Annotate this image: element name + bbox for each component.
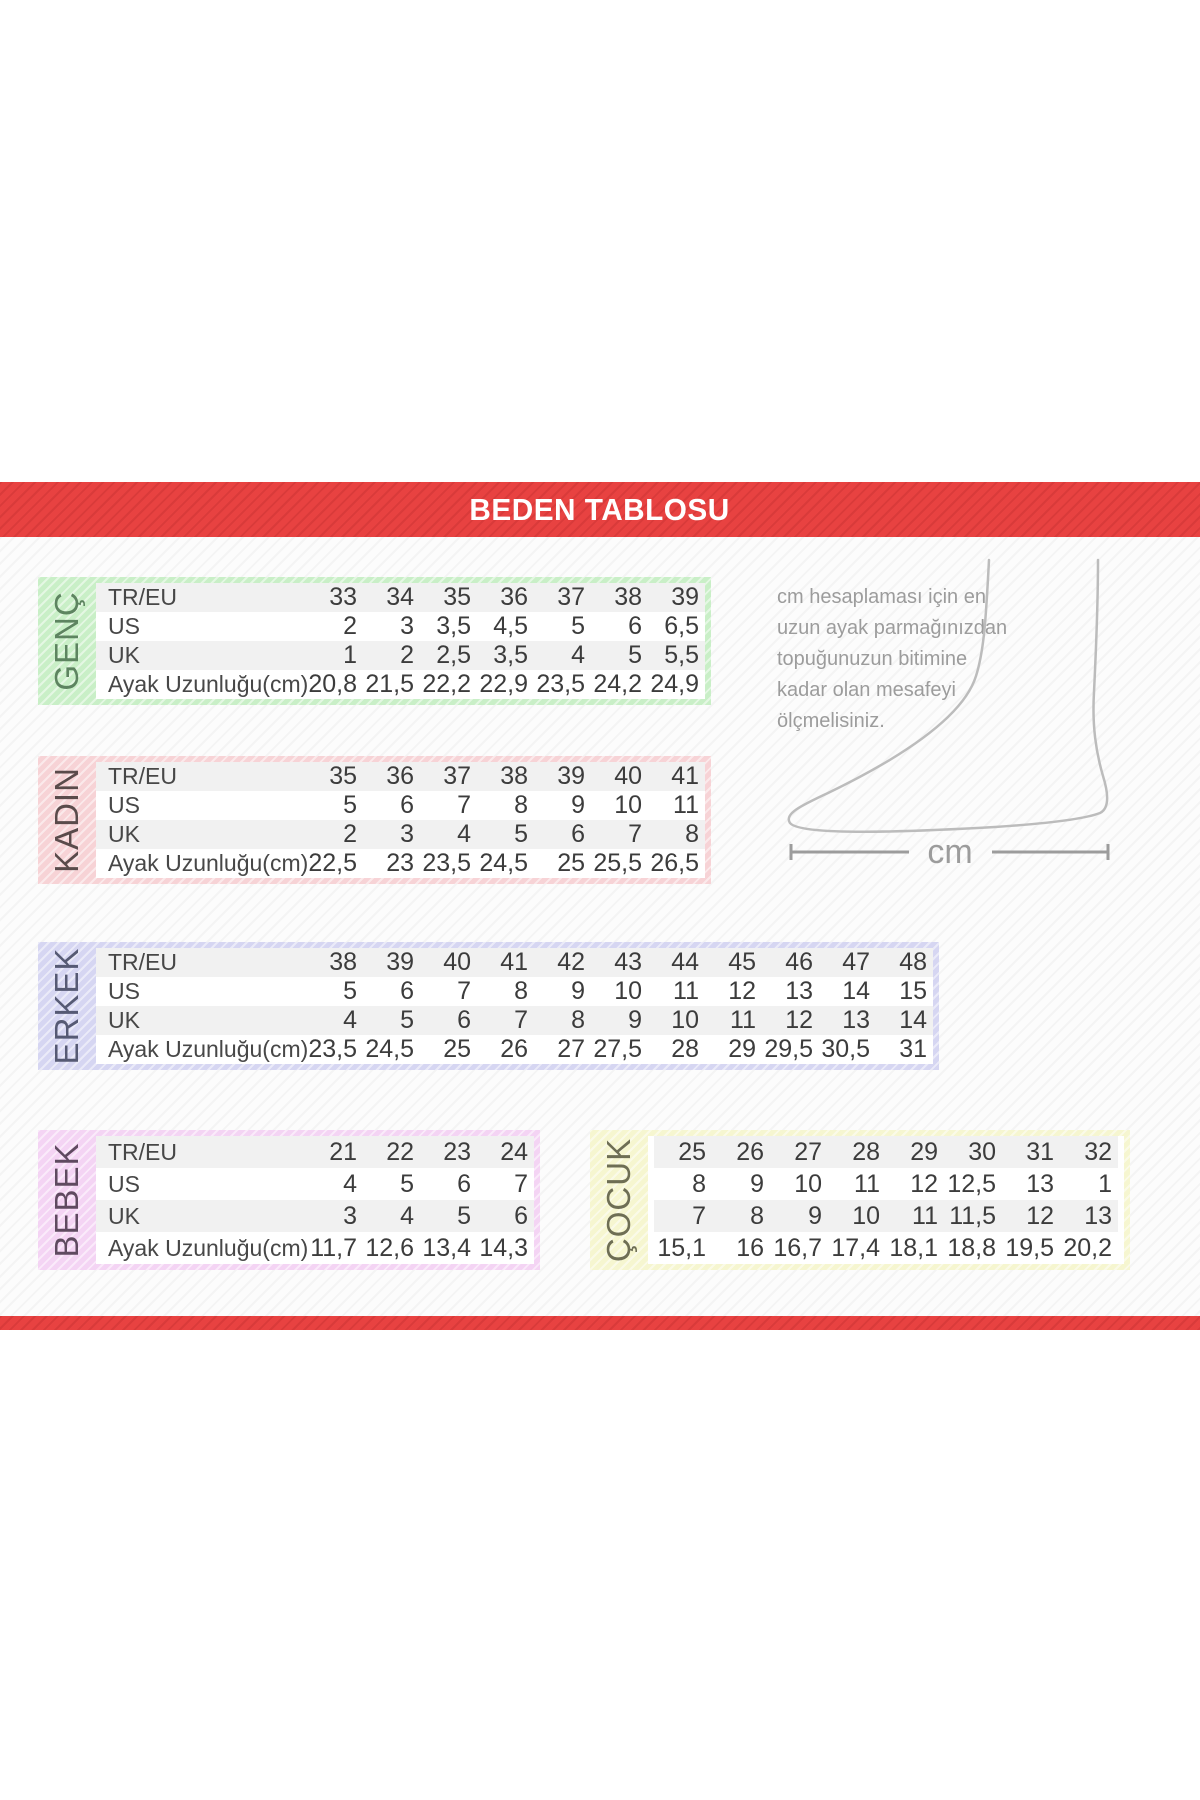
table-cell: 24,5 [365,1035,414,1063]
table-cell: 2 [343,612,357,640]
table-cell: 6 [628,612,642,640]
table-body [648,1136,1124,1264]
table-cell: 6 [400,791,414,819]
table-cell: 14,3 [479,1233,528,1262]
table-cell: 3,5 [436,612,471,640]
table-cell: 15 [899,977,927,1005]
table-label: ERKEK [48,947,85,1065]
row-label: US [108,613,140,639]
table-cell: 5 [343,977,357,1005]
table-cell: 38 [329,948,357,976]
table-cell: 23 [386,849,414,877]
table-cell: 42 [557,948,585,976]
table-cell: 12 [728,977,756,1005]
table-cell: 5 [400,1169,414,1198]
table-cell: 5 [457,1201,471,1230]
table-cell: 11 [673,977,699,1005]
bottom-accent-bar [0,1316,1200,1330]
table-cell: 22 [386,1137,414,1166]
table-row [96,1035,933,1064]
table-cell: 27 [794,1137,822,1166]
table-cell: 23 [443,1137,471,1166]
table-cell: 9 [571,977,585,1005]
row-label: UK [108,821,140,847]
table-cell: 21,5 [365,670,414,698]
table-row [96,762,705,791]
table-cell: 9 [808,1201,822,1230]
table-cell: 46 [785,948,813,976]
table-cell: 30,5 [821,1035,870,1063]
table-row [654,1136,1118,1168]
table-cell: 35 [329,762,357,790]
table-cell: 32 [1084,1137,1112,1166]
table-cell: 39 [386,948,414,976]
table-cell: 22,2 [422,670,471,698]
table-cell: 43 [614,948,642,976]
table-cell: 26 [736,1137,764,1166]
table-cell: 7 [457,977,471,1005]
table-cell: 25 [678,1137,706,1166]
table-cell: 16 [736,1233,764,1262]
row-label: UK [108,1202,140,1229]
table-cell: 12 [910,1169,938,1198]
table-cell: 47 [842,948,870,976]
table-cell: 16,7 [773,1233,822,1262]
table-cell: 1 [1098,1169,1112,1198]
table-cell: 31 [1026,1137,1054,1166]
row-label: US [108,1170,140,1197]
table-label: GENÇ [48,591,85,691]
table-row [654,1232,1118,1264]
table-cell: 38 [500,762,528,790]
table-cell: 10 [614,977,642,1005]
table-cell: 48 [899,948,927,976]
table-cell: 8 [692,1169,706,1198]
row-label: US [108,792,140,818]
table-cell: 13 [1084,1201,1112,1230]
table-cell: 18,8 [947,1233,996,1262]
size-table-cocuk [590,1130,1130,1270]
table-cell: 40 [443,948,471,976]
table-cell: 28 [852,1137,880,1166]
row-label: TR/EU [108,584,177,610]
table-row [96,1168,534,1200]
table-cell: 12,6 [365,1233,414,1262]
table-cell: 12 [1026,1201,1054,1230]
table-cell: 31 [899,1035,927,1063]
table-cell: 4 [571,641,585,669]
table-cell: 39 [671,583,699,611]
table-cell: 18,1 [889,1233,938,1262]
table-cell: 41 [500,948,528,976]
table-cell: 3,5 [493,641,528,669]
row-label: Ayak Uzunluğu(cm) [108,1234,309,1261]
table-cell: 29,5 [764,1035,813,1063]
row-label: Ayak Uzunluğu(cm) [108,1036,309,1062]
table-cell: 23,5 [308,1035,357,1063]
table-cell: 4 [343,1169,357,1198]
table-cell: 11,5 [949,1201,996,1230]
table-body [96,583,705,699]
table-cell: 19,5 [1005,1233,1054,1262]
table-cell: 44 [671,948,699,976]
table-cell: 8 [571,1006,585,1034]
table-cell: 10 [614,791,642,819]
table-cell: 21 [329,1137,357,1166]
table-cell: 4 [400,1201,414,1230]
table-cell: 22,5 [308,849,357,877]
table-cell: 8 [685,820,699,848]
table-cell: 4 [457,820,471,848]
table-cell: 9 [750,1169,764,1198]
size-chart-banner [0,482,1200,537]
size-table-kadin [38,756,711,884]
table-cell: 23,5 [422,849,471,877]
table-cell: 9 [628,1006,642,1034]
foot-outline-figure [770,556,1120,876]
table-label-strip [38,1136,96,1264]
table-cell: 8 [514,791,528,819]
table-cell: 23,5 [536,670,585,698]
table-cell: 29 [728,1035,756,1063]
table-cell: 24 [500,1137,528,1166]
table-cell: 12 [785,1006,813,1034]
table-cell: 24,2 [593,670,642,698]
instruction-line: cm hesaplaması için en [777,586,986,608]
row-label: US [108,978,140,1004]
table-cell: 28 [671,1035,699,1063]
table-cell: 11 [854,1169,880,1198]
table-cell: 37 [557,583,585,611]
table-cell: 3 [400,612,414,640]
page-title: BEDEN TABLOSU [469,491,731,527]
table-cell: 10 [852,1201,880,1230]
table-row [96,612,705,641]
table-cell: 38 [614,583,642,611]
table-cell: 17,4 [831,1233,880,1262]
table-label-strip [38,762,96,878]
table-row [96,1136,534,1168]
table-cell: 13 [842,1006,870,1034]
table-cell: 9 [571,791,585,819]
table-cell: 2 [343,820,357,848]
table-cell: 35 [443,583,471,611]
row-label: TR/EU [108,1138,177,1165]
table-row [96,1006,933,1035]
table-cell: 20,8 [308,670,357,698]
table-cell: 7 [514,1006,528,1034]
table-label: ÇOCUK [600,1137,637,1263]
table-cell: 3 [400,820,414,848]
table-cell: 4 [343,1006,357,1034]
table-cell: 13 [1026,1169,1054,1198]
table-cell: 8 [750,1201,764,1230]
table-row [96,670,705,699]
table-cell: 40 [614,762,642,790]
table-row [96,948,933,977]
table-row [654,1200,1118,1232]
table-cell: 7 [692,1201,706,1230]
table-cell: 36 [386,762,414,790]
table-cell: 34 [386,583,414,611]
table-cell: 2 [400,641,414,669]
table-cell: 27,5 [593,1035,642,1063]
table-cell: 25 [443,1035,471,1063]
table-label-strip [38,948,96,1064]
table-cell: 13,4 [422,1233,471,1262]
table-row [96,820,705,849]
table-row [96,977,933,1006]
table-cell: 14 [899,1006,927,1034]
cm-unit-label: cm [927,833,973,871]
table-label: KADIN [48,767,85,873]
table-cell: 7 [457,791,471,819]
row-label: TR/EU [108,949,177,975]
table-cell: 1 [343,641,357,669]
table-cell: 6 [571,820,585,848]
table-cell: 22,9 [479,670,528,698]
table-cell: 36 [500,583,528,611]
table-cell: 11 [912,1201,938,1230]
size-table-erkek [38,942,939,1070]
table-cell: 11 [730,1006,756,1034]
table-cell: 26 [500,1035,528,1063]
table-cell: 41 [671,762,699,790]
table-row [96,1232,534,1264]
table-cell: 30 [968,1137,996,1166]
table-label-strip [38,583,96,699]
table-cell: 5 [571,612,585,640]
table-cell: 5 [400,1006,414,1034]
table-cell: 8 [514,977,528,1005]
table-cell: 7 [628,820,642,848]
table-cell: 3 [343,1201,357,1230]
table-label: BEBEK [48,1142,85,1258]
table-cell: 10 [794,1169,822,1198]
table-cell: 39 [557,762,585,790]
table-cell: 6 [400,977,414,1005]
table-cell: 11 [673,791,699,819]
row-label: Ayak Uzunluğu(cm) [108,671,309,697]
table-cell: 45 [728,948,756,976]
table-cell: 6 [514,1201,528,1230]
table-body [96,1136,534,1264]
instruction-line: ölçmelisiniz. [777,710,885,732]
table-row [96,1200,534,1232]
table-body [96,762,705,878]
table-cell: 15,1 [657,1233,706,1262]
size-table-bebek [38,1130,540,1270]
table-cell: 6,5 [664,612,699,640]
table-cell: 10 [671,1006,699,1034]
table-body [96,948,933,1064]
table-cell: 14 [842,977,870,1005]
table-cell: 33 [329,583,357,611]
table-cell: 2,5 [436,641,471,669]
table-cell: 25 [557,849,585,877]
table-cell: 5,5 [664,641,699,669]
table-cell: 5 [628,641,642,669]
table-row [96,583,705,612]
table-cell: 6 [457,1006,471,1034]
row-label: UK [108,642,140,668]
table-cell: 7 [514,1169,528,1198]
table-row [96,791,705,820]
table-cell: 24,9 [650,670,699,698]
table-cell: 12,5 [947,1169,996,1198]
size-table-genc [38,577,711,705]
table-cell: 37 [443,762,471,790]
table-row [96,641,705,670]
table-cell: 26,5 [650,849,699,877]
row-label: Ayak Uzunluğu(cm) [108,850,309,876]
table-cell: 11,7 [310,1233,357,1262]
table-cell: 13 [785,977,813,1005]
table-cell: 29 [910,1137,938,1166]
table-cell: 5 [343,791,357,819]
instruction-line: topuğunuzun bitimine [777,648,968,670]
table-cell: 6 [457,1169,471,1198]
row-label: UK [108,1007,140,1033]
table-row [96,849,705,878]
table-cell: 20,2 [1063,1233,1112,1262]
table-label-strip [590,1136,648,1264]
table-row [654,1168,1118,1200]
row-label: TR/EU [108,763,177,789]
table-cell: 24,5 [479,849,528,877]
table-cell: 25,5 [593,849,642,877]
instruction-line: kadar olan mesafeyi [777,679,956,701]
table-cell: 5 [514,820,528,848]
table-cell: 4,5 [493,612,528,640]
table-cell: 27 [557,1035,585,1063]
instruction-line: uzun ayak parmağınızdan [777,617,1008,639]
foot-outline [789,560,1107,832]
